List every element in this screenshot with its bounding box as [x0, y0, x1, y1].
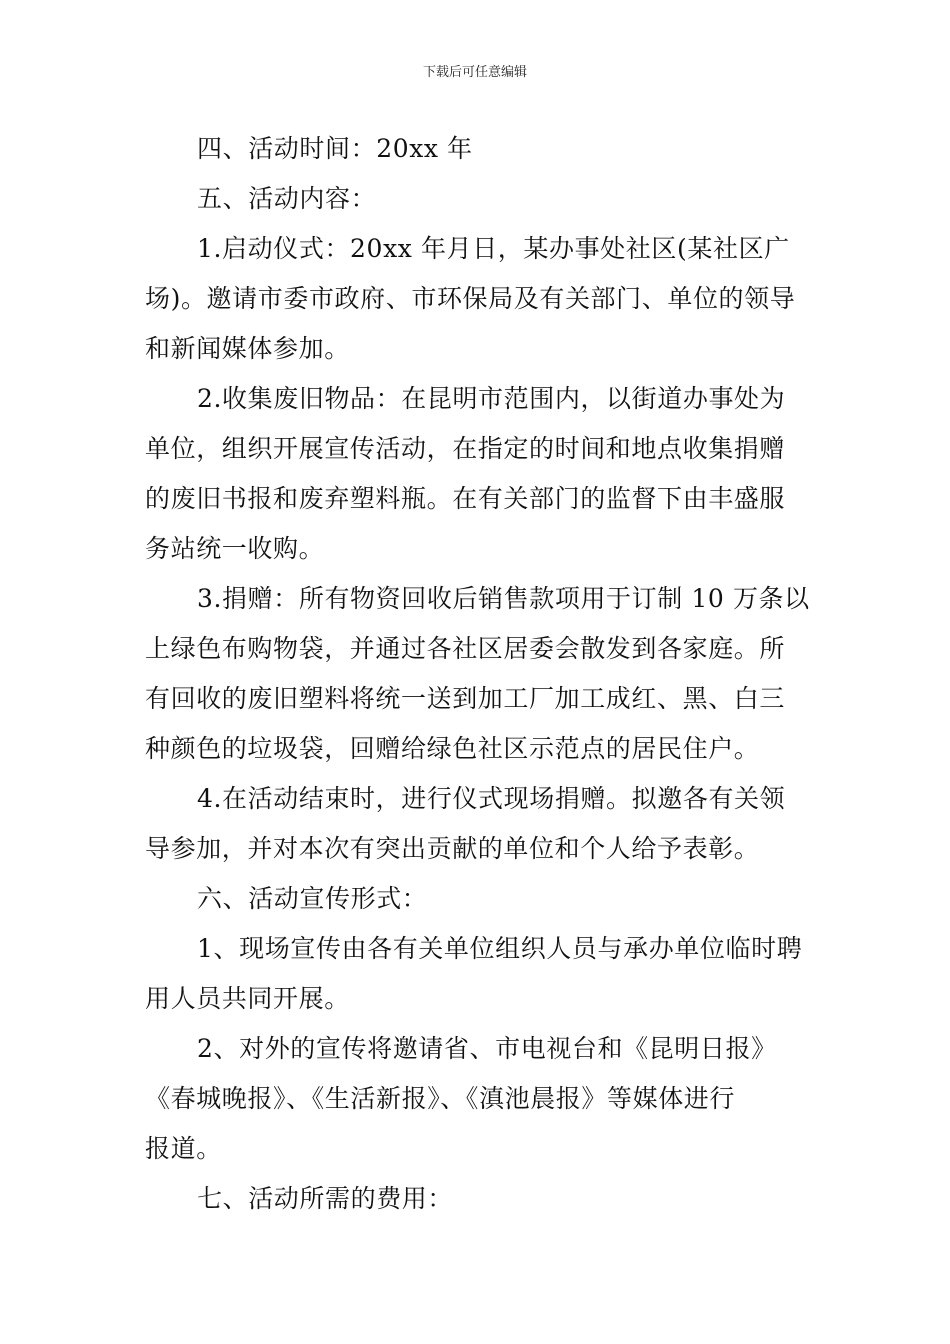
- line-publicity-1-start: 1、现场宣传由各有关单位组织人员与承办单位临时聘: [197, 934, 803, 963]
- line-item-2-cont-3: 务站统一收购。: [145, 534, 325, 563]
- line-publicity-heading: 六、活动宣传形式：: [197, 884, 428, 913]
- line-publicity-2-start: 2、对外的宣传将邀请省、市电视台和《昆明日报》: [197, 1034, 777, 1063]
- line-item-2-cont-1: 单位，组织开展宣传活动，在指定的时间和地点收集捐赠: [145, 434, 786, 463]
- line-costs-heading: 七、活动所需的费用：: [197, 1184, 454, 1213]
- line-item-1-cont-2: 和新闻媒体参加。: [145, 334, 350, 363]
- document-body: [145, 124, 810, 1224]
- line-item-3-cont-1: 上绿色布购物袋，并通过各社区居委会散发到各家庭。所: [145, 634, 786, 663]
- line-activity-time: 四、活动时间：20xx 年: [197, 134, 473, 163]
- line-publicity-1-cont-1: 用人员共同开展。: [145, 984, 350, 1013]
- line-publicity-2-cont-1: 《春城晚报》、《生活新报》、《滇池晨报》等媒体进行: [145, 1084, 736, 1113]
- line-item-3-start: 3.捐赠：所有物资回收后销售款项用于订制 10 万条以: [197, 584, 810, 613]
- line-item-1-cont-1: 场)。邀请市委市政府、市环保局及有关部门、单位的领导: [145, 284, 796, 313]
- line-activity-content-heading: 五、活动内容：: [197, 184, 377, 213]
- line-item-3-cont-3: 种颜色的垃圾袋，回赠给绿色社区示范点的居民住户。: [145, 734, 760, 763]
- line-publicity-2-cont-2: 报道。: [145, 1134, 222, 1163]
- line-item-2-cont-2: 的废旧书报和废弃塑料瓶。在有关部门的监督下由丰盛服: [145, 484, 786, 513]
- page-header: 下载后可任意编辑: [422, 65, 527, 80]
- line-item-2-start: 2.收集废旧物品：在昆明市范围内，以街道办事处为: [197, 384, 786, 413]
- line-item-1-start: 1.启动仪式：20xx 年月日，某办事处社区(某社区广: [197, 234, 790, 263]
- line-item-4-cont-1: 导参加，并对本次有突出贡献的单位和个人给予表彰。: [145, 834, 760, 863]
- line-item-4-start: 4.在活动结束时，进行仪式现场捐赠。拟邀各有关领: [197, 784, 786, 813]
- line-item-3-cont-2: 有回收的废旧塑料将统一送到加工厂加工成红、黑、白三: [145, 684, 786, 713]
